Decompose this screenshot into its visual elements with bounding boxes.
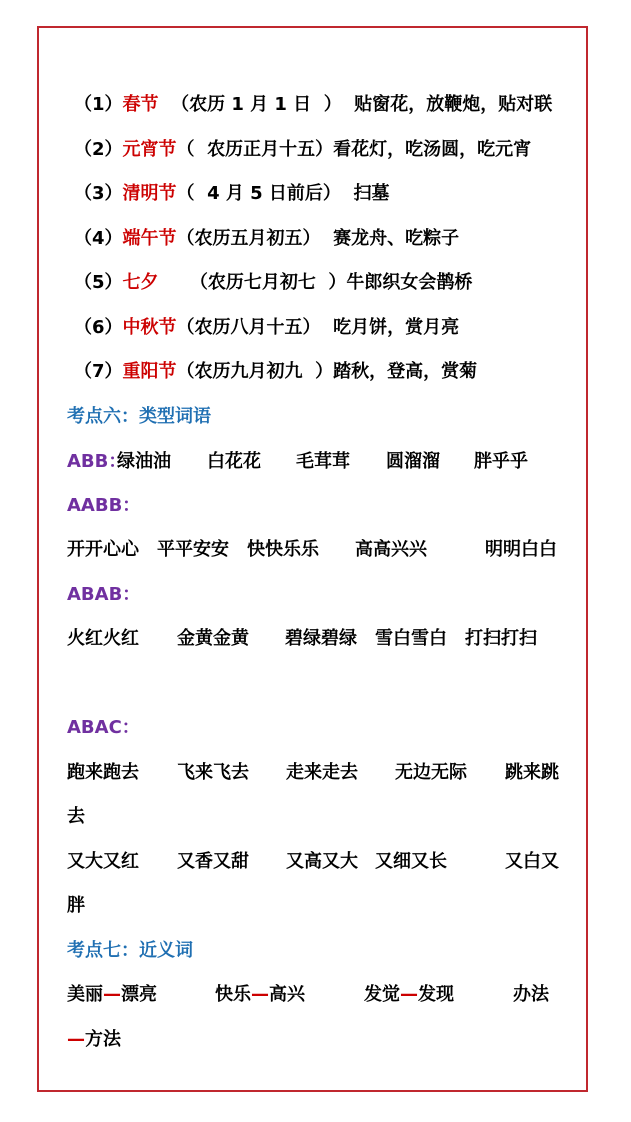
festival-line-1: （1）春节 （农历 1 月 1 日 ） 贴窗花，放鞭炮，贴对联 (74, 94, 553, 115)
abac-label: ABAC： (67, 717, 140, 738)
abac-row-2-wrap: 胖 (67, 895, 85, 916)
word: 碧绿碧绿 (285, 628, 357, 649)
word: 平平安安 (157, 539, 229, 560)
abab-label: ABAB： (67, 584, 141, 605)
word: 又白又 (505, 851, 559, 872)
abac-row-1-wrap: 去 (67, 806, 85, 827)
festival-name: 中秋节 (122, 317, 177, 338)
synonym-pair-1: 美丽—漂亮 (67, 984, 157, 1005)
festival-name: 重阳节 (122, 361, 177, 382)
word: 毛茸茸 (296, 451, 350, 472)
festival-line-6: （6）中秋节（农历八月十五） 吃月饼，赏月亮 (74, 317, 460, 338)
word: 走来走去 (286, 762, 358, 783)
word: 绿油油 (117, 451, 171, 472)
word: 开开心心 (67, 539, 139, 560)
synonym-pair-3: 发觉—发现 (364, 984, 454, 1005)
festival-line-5: （5）七夕 （农历七月初七 ）牛郎织女会鹊桥 (74, 272, 473, 293)
word: 高高兴兴 (355, 539, 427, 560)
word: 跑来跑去 (67, 762, 139, 783)
word: 快快乐乐 (247, 539, 319, 560)
word: 又大又红 (67, 851, 139, 872)
word: 金黄金黄 (177, 628, 249, 649)
word: 雪白雪白 (375, 628, 447, 649)
synonym-row (67, 983, 567, 1007)
abac-row-2 (67, 850, 567, 874)
festival-name: 清明节 (122, 183, 177, 204)
word: 无边无际 (395, 762, 467, 783)
festival-line-7: （7）重阳节（农历九月初九 ）踏秋，登高，赏菊 (74, 361, 478, 382)
word: 圆溜溜 (386, 451, 440, 472)
abb-row (67, 450, 567, 474)
festival-line-2: （2）元宵节（ 农历正月十五）看花灯，吃汤圆，吃元宵 (74, 139, 532, 160)
abab-row (67, 627, 567, 651)
word: 打扫打扫 (465, 628, 537, 649)
abb-label: ABB： (67, 451, 127, 472)
abac-row-1 (67, 761, 567, 785)
festival-name: 元宵节 (122, 139, 177, 160)
word: 白花花 (207, 451, 261, 472)
word: 又细又长 (375, 851, 447, 872)
word: 火红火红 (67, 628, 139, 649)
synonym-pair-2: 快乐—高兴 (215, 984, 305, 1005)
festival-name: 端午节 (122, 228, 177, 249)
festival-name: 春节 (122, 94, 159, 115)
section-6-title: 考点六：类型词语 (67, 406, 211, 427)
word: 跳来跳 (505, 762, 559, 783)
festival-line-4: （4）端午节（农历五月初五） 赛龙舟、吃粽子 (74, 228, 460, 249)
section-7-title: 考点七：近义词 (67, 940, 193, 961)
word: 胖乎乎 (474, 451, 528, 472)
word: 又香又甜 (177, 851, 249, 872)
aabb-label: AABB： (67, 495, 141, 516)
aabb-row (67, 538, 567, 562)
festival-line-3: （3）清明节（ 4 月 5 日前后） 扫墓 (74, 183, 390, 204)
synonym-pair-4-start: 办法 (513, 984, 549, 1005)
word: 又高又大 (286, 851, 358, 872)
word: 明明白白 (485, 539, 557, 560)
festival-name: 七夕 (122, 272, 159, 293)
word: 飞来飞去 (177, 762, 249, 783)
synonym-pair-4-end: —方法 (67, 1029, 121, 1050)
